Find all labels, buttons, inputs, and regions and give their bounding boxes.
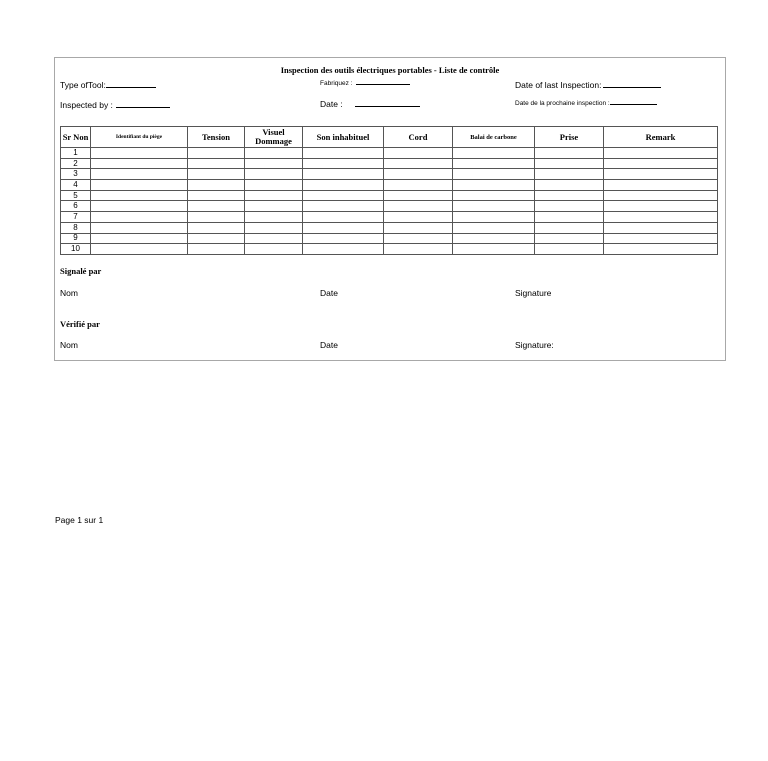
table-cell[interactable] <box>535 212 604 223</box>
table-cell[interactable] <box>453 212 535 223</box>
table-row <box>61 148 718 159</box>
verified-date-field[interactable]: Date <box>320 340 338 350</box>
table-cell[interactable] <box>188 212 245 223</box>
table-cell[interactable] <box>384 222 453 233</box>
table-cell[interactable] <box>384 190 453 201</box>
table-cell[interactable] <box>303 169 384 180</box>
table-cell[interactable] <box>535 201 604 212</box>
col-prise: Prise <box>535 127 604 148</box>
date-label: Date : <box>320 99 343 109</box>
inspection-table <box>60 126 718 255</box>
table-cell[interactable] <box>384 212 453 223</box>
date-last-inspection-field[interactable] <box>515 80 661 90</box>
table-cell[interactable] <box>535 244 604 255</box>
reported-signature-field[interactable]: Signature <box>515 288 552 298</box>
table-cell[interactable] <box>245 233 303 244</box>
table-cell[interactable] <box>303 180 384 191</box>
table-row <box>61 169 718 180</box>
table-cell[interactable] <box>604 244 718 255</box>
row-number: 10 <box>61 244 91 255</box>
table-cell[interactable] <box>303 222 384 233</box>
inspected-by-line <box>116 107 170 108</box>
table-cell[interactable] <box>91 212 188 223</box>
reported-name-field[interactable]: Nom <box>60 288 78 298</box>
table-cell[interactable] <box>188 201 245 212</box>
table-cell[interactable] <box>245 212 303 223</box>
type-of-tool-label: Type ofTool: <box>60 80 106 90</box>
col-identifiant: Identifiant du piège <box>91 127 188 148</box>
table-cell[interactable] <box>303 212 384 223</box>
row-number: 6 <box>61 201 91 212</box>
table-cell[interactable] <box>245 222 303 233</box>
table-cell[interactable] <box>384 169 453 180</box>
table-cell[interactable] <box>91 190 188 201</box>
table-row <box>61 190 718 201</box>
table-cell[interactable] <box>245 148 303 159</box>
row-number: 4 <box>61 180 91 191</box>
table-cell[interactable] <box>188 190 245 201</box>
table-cell[interactable] <box>535 148 604 159</box>
table-cell[interactable] <box>91 222 188 233</box>
table-cell[interactable] <box>604 169 718 180</box>
fabriquez-label: Fabriquez : <box>320 80 353 87</box>
table-cell[interactable] <box>303 158 384 169</box>
table-cell[interactable] <box>91 148 188 159</box>
fabriquez-line <box>356 84 410 85</box>
table-cell[interactable] <box>188 148 245 159</box>
table-row <box>61 244 718 255</box>
table-cell[interactable] <box>604 180 718 191</box>
table-cell[interactable] <box>91 158 188 169</box>
form-title: Inspection des outils électriques portables - Liste de contrôle <box>280 65 500 75</box>
table-cell[interactable] <box>384 244 453 255</box>
table-cell[interactable] <box>453 201 535 212</box>
row-number: 8 <box>61 222 91 233</box>
row-number: 7 <box>61 212 91 223</box>
table-cell[interactable] <box>453 222 535 233</box>
table-cell[interactable] <box>91 169 188 180</box>
table-cell[interactable] <box>188 222 245 233</box>
table-cell[interactable] <box>453 244 535 255</box>
table-cell[interactable] <box>453 233 535 244</box>
table-cell[interactable] <box>91 180 188 191</box>
table-cell[interactable] <box>91 201 188 212</box>
col-sr-non: Sr Non <box>61 127 91 148</box>
table-cell[interactable] <box>245 169 303 180</box>
table-row <box>61 212 718 223</box>
type-of-tool-line <box>106 87 156 88</box>
date-last-inspection-label: Date of last Inspection: <box>515 80 602 90</box>
table-row <box>61 201 718 212</box>
col-son-inhabituel: Son inhabituel <box>303 127 384 148</box>
table-cell[interactable] <box>188 180 245 191</box>
row-number: 9 <box>61 233 91 244</box>
table-cell[interactable] <box>453 169 535 180</box>
table-cell[interactable] <box>453 190 535 201</box>
date-next-inspection-line <box>610 104 657 105</box>
table-cell[interactable] <box>453 158 535 169</box>
verified-signature-field[interactable]: Signature: <box>515 340 554 350</box>
table-cell[interactable] <box>303 233 384 244</box>
table-cell[interactable] <box>604 148 718 159</box>
date-next-inspection-label: Date de la prochaine inspection : <box>515 100 610 107</box>
table-cell[interactable] <box>453 180 535 191</box>
table-cell[interactable] <box>245 244 303 255</box>
table-cell[interactable] <box>245 201 303 212</box>
verified-by-heading: Vérifié par <box>60 319 100 329</box>
table-header-row <box>61 127 718 148</box>
table-cell[interactable] <box>384 148 453 159</box>
col-tension: Tension <box>188 127 245 148</box>
table-cell[interactable] <box>303 148 384 159</box>
row-number: 3 <box>61 169 91 180</box>
table-cell[interactable] <box>604 233 718 244</box>
table-cell[interactable] <box>91 233 188 244</box>
table-cell[interactable] <box>245 158 303 169</box>
reported-date-field[interactable]: Date <box>320 288 338 298</box>
verified-name-field[interactable]: Nom <box>60 340 78 350</box>
table-cell[interactable] <box>384 158 453 169</box>
row-number: 2 <box>61 158 91 169</box>
table-row <box>61 180 718 191</box>
table-cell[interactable] <box>604 212 718 223</box>
date-next-inspection-field[interactable] <box>515 100 657 107</box>
table-cell[interactable] <box>384 233 453 244</box>
table-cell[interactable] <box>604 158 718 169</box>
col-cord: Cord <box>384 127 453 148</box>
table-cell[interactable] <box>535 169 604 180</box>
reported-by-heading: Signalé par <box>60 266 102 276</box>
table-cell[interactable] <box>91 244 188 255</box>
fabriquez-field[interactable] <box>320 80 410 87</box>
table-cell[interactable] <box>188 158 245 169</box>
table-cell[interactable] <box>604 190 718 201</box>
inspected-by-label: Inspected by : <box>60 100 113 110</box>
table-cell[interactable] <box>384 180 453 191</box>
table-cell[interactable] <box>188 169 245 180</box>
table-cell[interactable] <box>188 233 245 244</box>
table-cell[interactable] <box>535 190 604 201</box>
table-cell[interactable] <box>604 222 718 233</box>
table-cell[interactable] <box>535 180 604 191</box>
date-field[interactable] <box>320 99 420 109</box>
table-cell[interactable] <box>303 190 384 201</box>
date-last-inspection-line <box>603 87 661 88</box>
row-number: 1 <box>61 148 91 159</box>
col-balai-de-carbone: Balai de carbone <box>453 127 535 148</box>
type-of-tool-field[interactable] <box>60 80 156 90</box>
row-number: 5 <box>61 190 91 201</box>
table-cell[interactable] <box>303 244 384 255</box>
table-cell[interactable] <box>604 201 718 212</box>
col-visuel-dommage: Visuel Dommage <box>245 127 303 148</box>
table-cell[interactable] <box>535 222 604 233</box>
table-cell[interactable] <box>453 148 535 159</box>
inspected-by-field[interactable] <box>60 100 170 110</box>
col-remark: Remark <box>604 127 718 148</box>
date-line <box>355 106 420 107</box>
table-cell[interactable] <box>535 158 604 169</box>
table-cell[interactable] <box>245 190 303 201</box>
inspection-form <box>54 57 726 361</box>
table-cell[interactable] <box>188 244 245 255</box>
table-cell[interactable] <box>384 201 453 212</box>
table-row <box>61 222 718 233</box>
table-cell[interactable] <box>535 233 604 244</box>
table-cell[interactable] <box>303 201 384 212</box>
table-cell[interactable] <box>245 180 303 191</box>
page-number: Page 1 sur 1 <box>55 515 104 525</box>
table-row <box>61 158 718 169</box>
table-row <box>61 233 718 244</box>
